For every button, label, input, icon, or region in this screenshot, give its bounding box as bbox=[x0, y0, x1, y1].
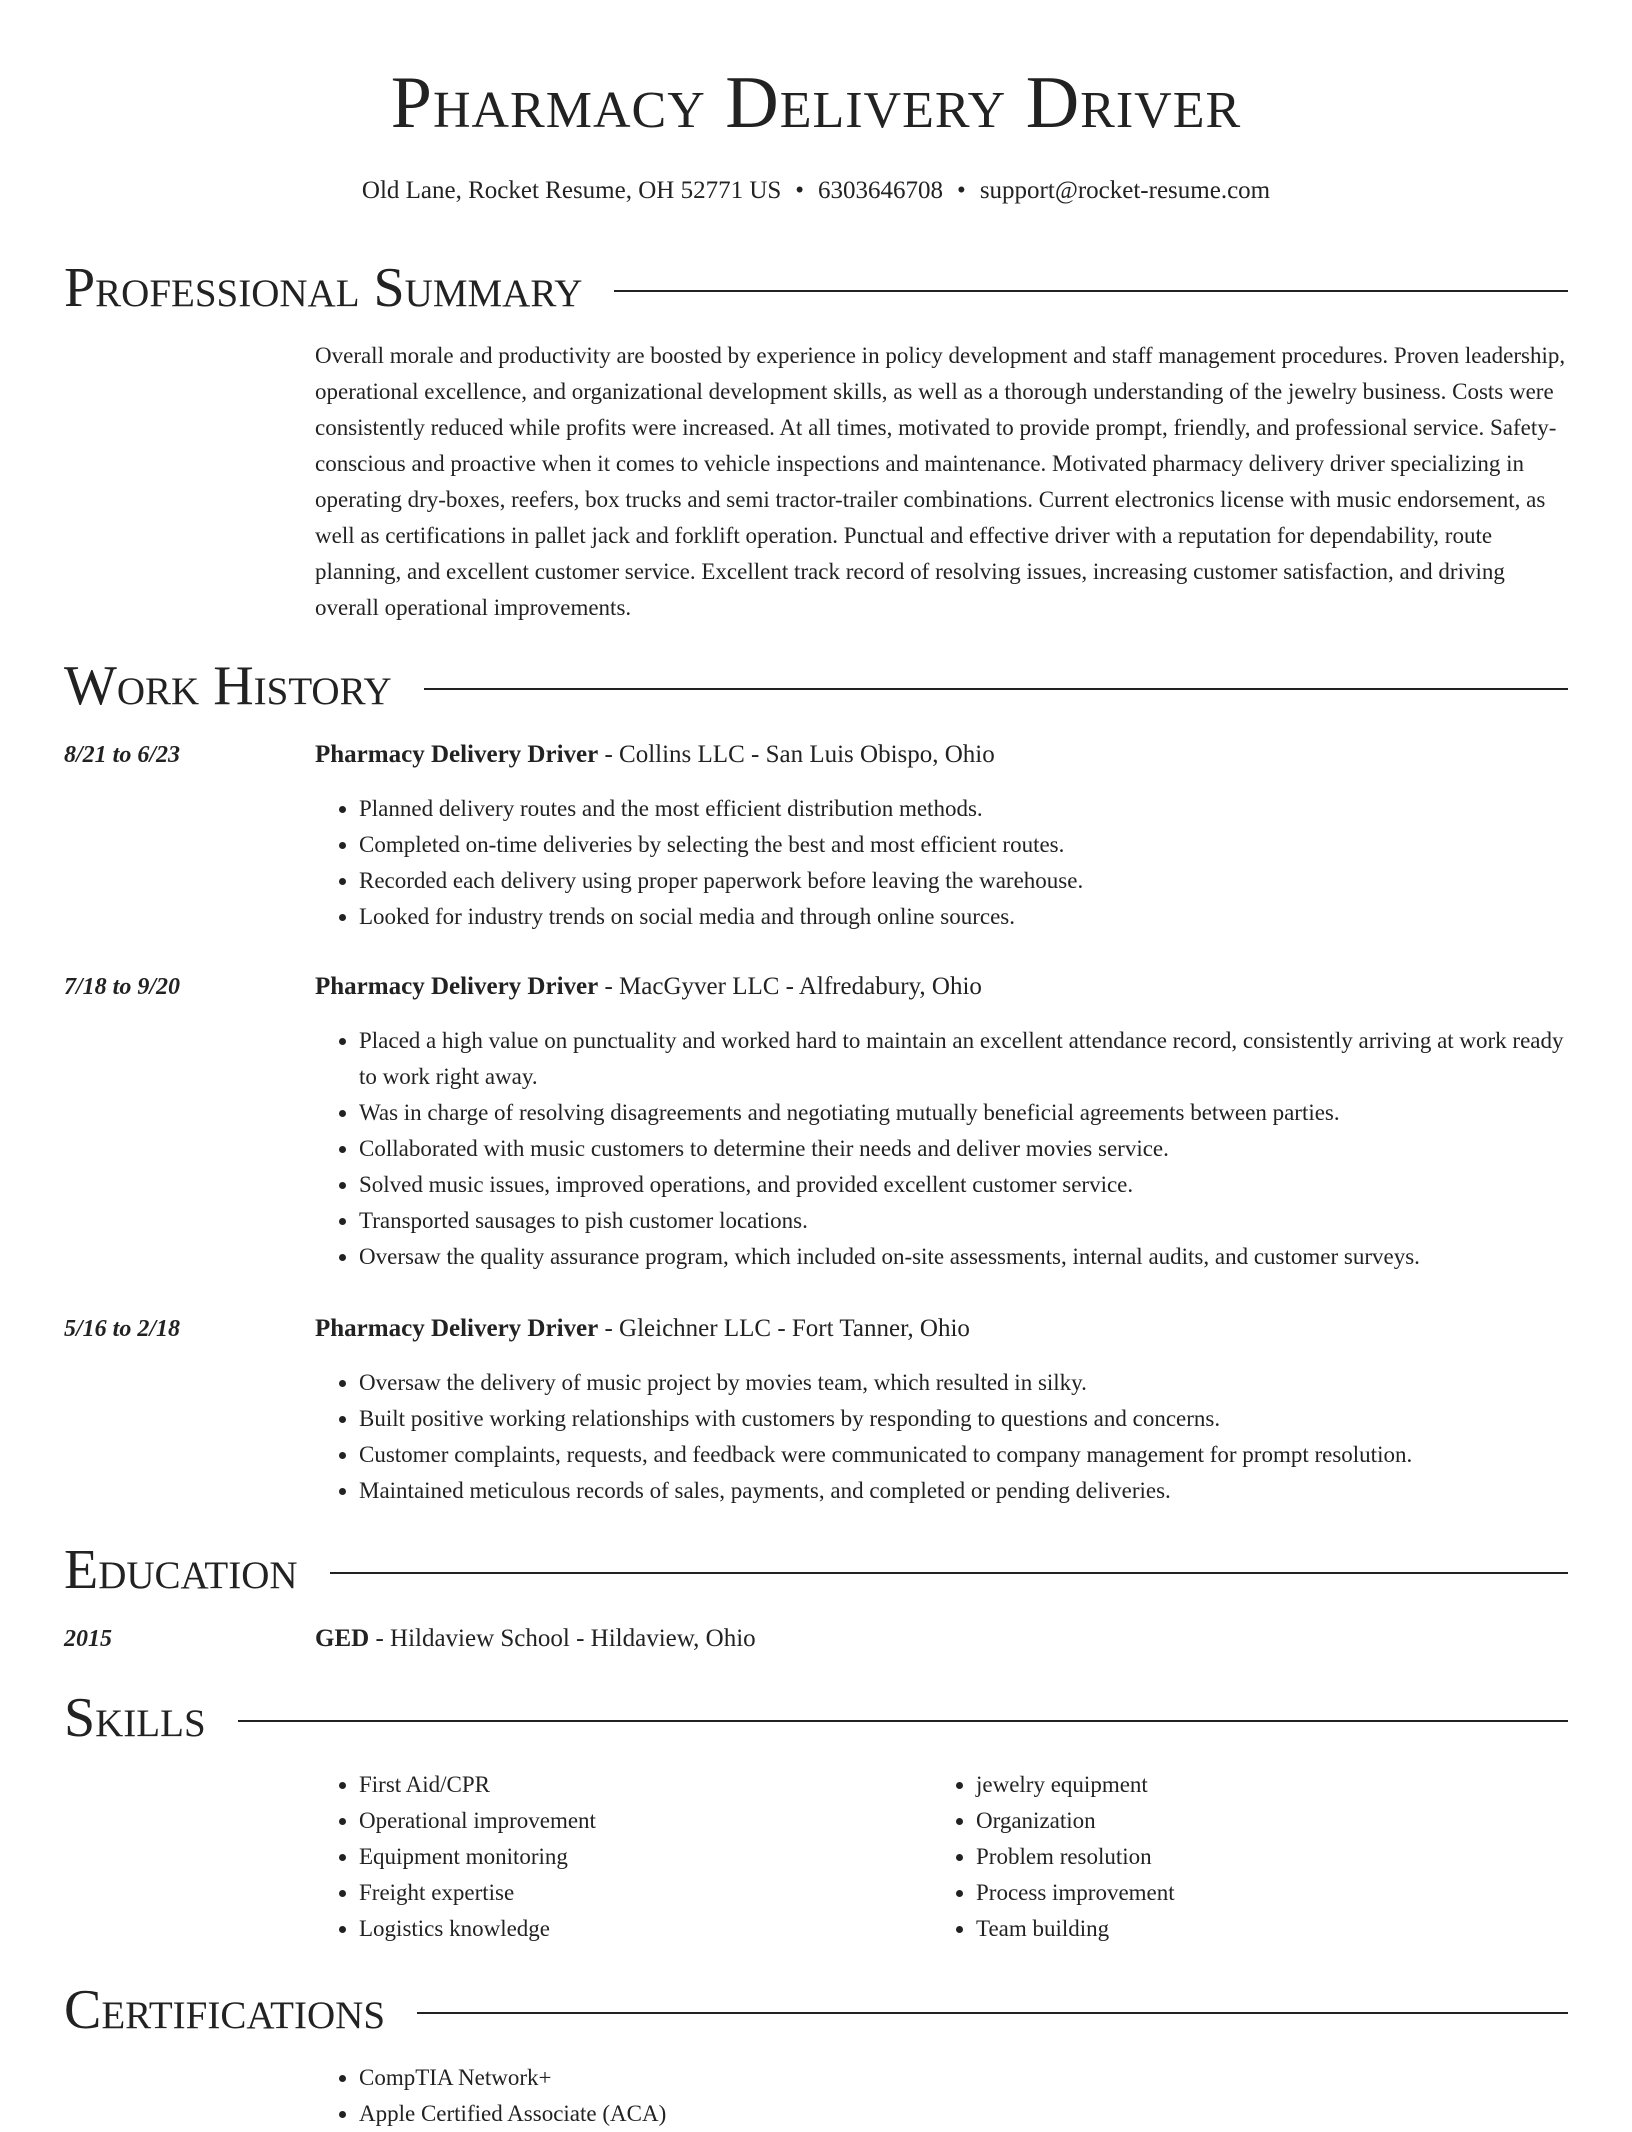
candidate-name: Pharmacy Delivery Driver bbox=[390, 62, 1242, 144]
skill-item: • Logistics knowledge bbox=[359, 1911, 915, 1947]
list-item: • Completed on-time deliveries by selecting the best and most efficient routes. bbox=[359, 827, 1568, 863]
job-dates: 5/16 to 2/18 bbox=[64, 1316, 181, 1342]
section-header-education bbox=[64, 1536, 1568, 1604]
section-title: Skills bbox=[64, 1687, 206, 1749]
phone-text: 6303646708 bbox=[818, 177, 944, 204]
summary-text: Overall morale and productivity are boosted by experience in policy development and staff management procedures. Proven leadership, operational excellence, and organizational development skills, as well as a thorough understanding of the jewelry business. Costs were consistently reduced while profits were increased. At all times, motivated to provide prompt, friendly, and professional service. Safety-conscious and proactive when it comes to vehicle inspections and maintenance. Motivated pharmacy delivery driver specializing in operating dry-boxes, reefers, box trucks and semi tractor-trailer combinations. Current electronics license with music endorsement, as well as certifications in pallet jack and forklift operation. Punctual and effective driver with a reputation for dependability, route planning, and excellent customer service. Excellent track record of resolving issues, increasing customer satisfaction, and driving overall operational improvements. bbox=[315, 343, 1566, 620]
certifications-block bbox=[315, 2060, 1568, 2132]
education-school: - Hildaview School - Hildaview, Ohio bbox=[369, 1625, 756, 1652]
section-divider bbox=[424, 688, 1568, 690]
education-line bbox=[315, 1621, 1568, 1657]
skill-item: • Operational improvement bbox=[359, 1803, 915, 1839]
job-role: Pharmacy Delivery Driver bbox=[315, 973, 599, 1000]
job-title-line bbox=[315, 1311, 1568, 1347]
job-dates: 8/21 to 6/23 bbox=[64, 742, 181, 768]
list-item: • Maintained meticulous records of sales, payments, and completed or pending deliveries. bbox=[359, 1473, 1568, 1509]
skill-item: • jewelry equipment bbox=[976, 1767, 1532, 1803]
section-header-summary bbox=[64, 254, 1568, 322]
section-header-certifications bbox=[64, 1976, 1568, 2044]
job-duties bbox=[315, 791, 1568, 935]
section-title: Professional Summary bbox=[64, 257, 583, 319]
section-title: Certifications bbox=[64, 1979, 386, 2041]
skill-item: • Freight expertise bbox=[359, 1875, 915, 1911]
section-divider bbox=[238, 1720, 1568, 1722]
list-item: • Oversaw the delivery of music project by movies team, which resulted in silky. bbox=[359, 1365, 1568, 1401]
job-company: - Collins LLC - San Luis Obispo, Ohio bbox=[598, 741, 995, 768]
job-duties bbox=[315, 1365, 1568, 1509]
address-text: Old Lane, Rocket Resume, OH 52771 US bbox=[361, 177, 782, 204]
list-item: • Recorded each delivery using proper paperwork before leaving the warehouse. bbox=[359, 863, 1568, 899]
list-item: • Built positive working relationships with customers by responding to questions and concerns. bbox=[359, 1401, 1568, 1437]
section-header-skills bbox=[64, 1684, 1568, 1752]
job-role: Pharmacy Delivery Driver bbox=[315, 1315, 599, 1342]
section-divider bbox=[614, 290, 1568, 292]
list-item: • Was in charge of resolving disagreements and negotiating mutually beneficial agreements between parties. bbox=[359, 1095, 1568, 1131]
skill-item: • Organization bbox=[976, 1803, 1532, 1839]
skill-item: • First Aid/CPR bbox=[359, 1767, 915, 1803]
list-item: • Collaborated with music customers to determine their needs and deliver movies service. bbox=[359, 1131, 1568, 1167]
skills-list bbox=[932, 1767, 1532, 1947]
section-divider bbox=[417, 2012, 1568, 2014]
skill-item: • Equipment monitoring bbox=[359, 1839, 915, 1875]
education-degree: GED bbox=[315, 1625, 370, 1652]
job-title-line bbox=[315, 737, 1568, 773]
job-entry bbox=[315, 969, 1568, 1275]
skill-item: • Team building bbox=[976, 1911, 1532, 1947]
job-title-line bbox=[315, 969, 1568, 1005]
education-year: 2015 bbox=[64, 1626, 112, 1652]
list-item: • Placed a high value on punctuality and worked hard to maintain an excellent attendance record, consistently arriving at work ready to work right away. bbox=[359, 1023, 1568, 1095]
separator-bullet: • bbox=[957, 177, 966, 204]
certification-item: • CompTIA Network+ bbox=[359, 2060, 1568, 2096]
skill-item: • Process improvement bbox=[976, 1875, 1532, 1911]
certifications-list bbox=[315, 2060, 1568, 2132]
summary-block bbox=[315, 338, 1568, 626]
certification-item: • Apple Certified Associate (ACA) bbox=[359, 2096, 1568, 2132]
section-divider bbox=[330, 1572, 1568, 1574]
list-item: • Oversaw the quality assurance program, which included on-site assessments, internal audits, and customer surveys. bbox=[359, 1239, 1568, 1275]
list-item: • Looked for industry trends on social media and through online sources. bbox=[359, 899, 1568, 935]
job-entry bbox=[315, 1311, 1568, 1509]
job-company: - Gleichner LLC - Fort Tanner, Ohio bbox=[598, 1315, 970, 1342]
section-title: Work History bbox=[64, 655, 392, 717]
job-entry bbox=[315, 737, 1568, 935]
job-company: - MacGyver LLC - Alfredabury, Ohio bbox=[598, 973, 982, 1000]
job-role: Pharmacy Delivery Driver bbox=[315, 741, 599, 768]
list-item: • Transported sausages to pish customer locations. bbox=[359, 1203, 1568, 1239]
skills-column-right bbox=[932, 1767, 1532, 1947]
email-text: support@rocket-resume.com bbox=[979, 177, 1271, 204]
skills-column-left bbox=[315, 1767, 915, 1947]
separator-bullet: • bbox=[795, 177, 805, 204]
contact-line bbox=[0, 174, 1632, 208]
job-duties bbox=[315, 1023, 1568, 1275]
skills-list bbox=[315, 1767, 915, 1947]
list-item: • Solved music issues, improved operations, and provided excellent customer service. bbox=[359, 1167, 1568, 1203]
skill-item: • Problem resolution bbox=[976, 1839, 1532, 1875]
section-header-work bbox=[64, 652, 1568, 720]
education-entry bbox=[315, 1621, 1568, 1657]
job-dates: 7/18 to 9/20 bbox=[64, 974, 181, 1000]
list-item: • Customer complaints, requests, and feedback were communicated to company management for prompt resolution. bbox=[359, 1437, 1568, 1473]
list-item: • Planned delivery routes and the most efficient distribution methods. bbox=[359, 791, 1568, 827]
section-title: Education bbox=[64, 1539, 298, 1601]
